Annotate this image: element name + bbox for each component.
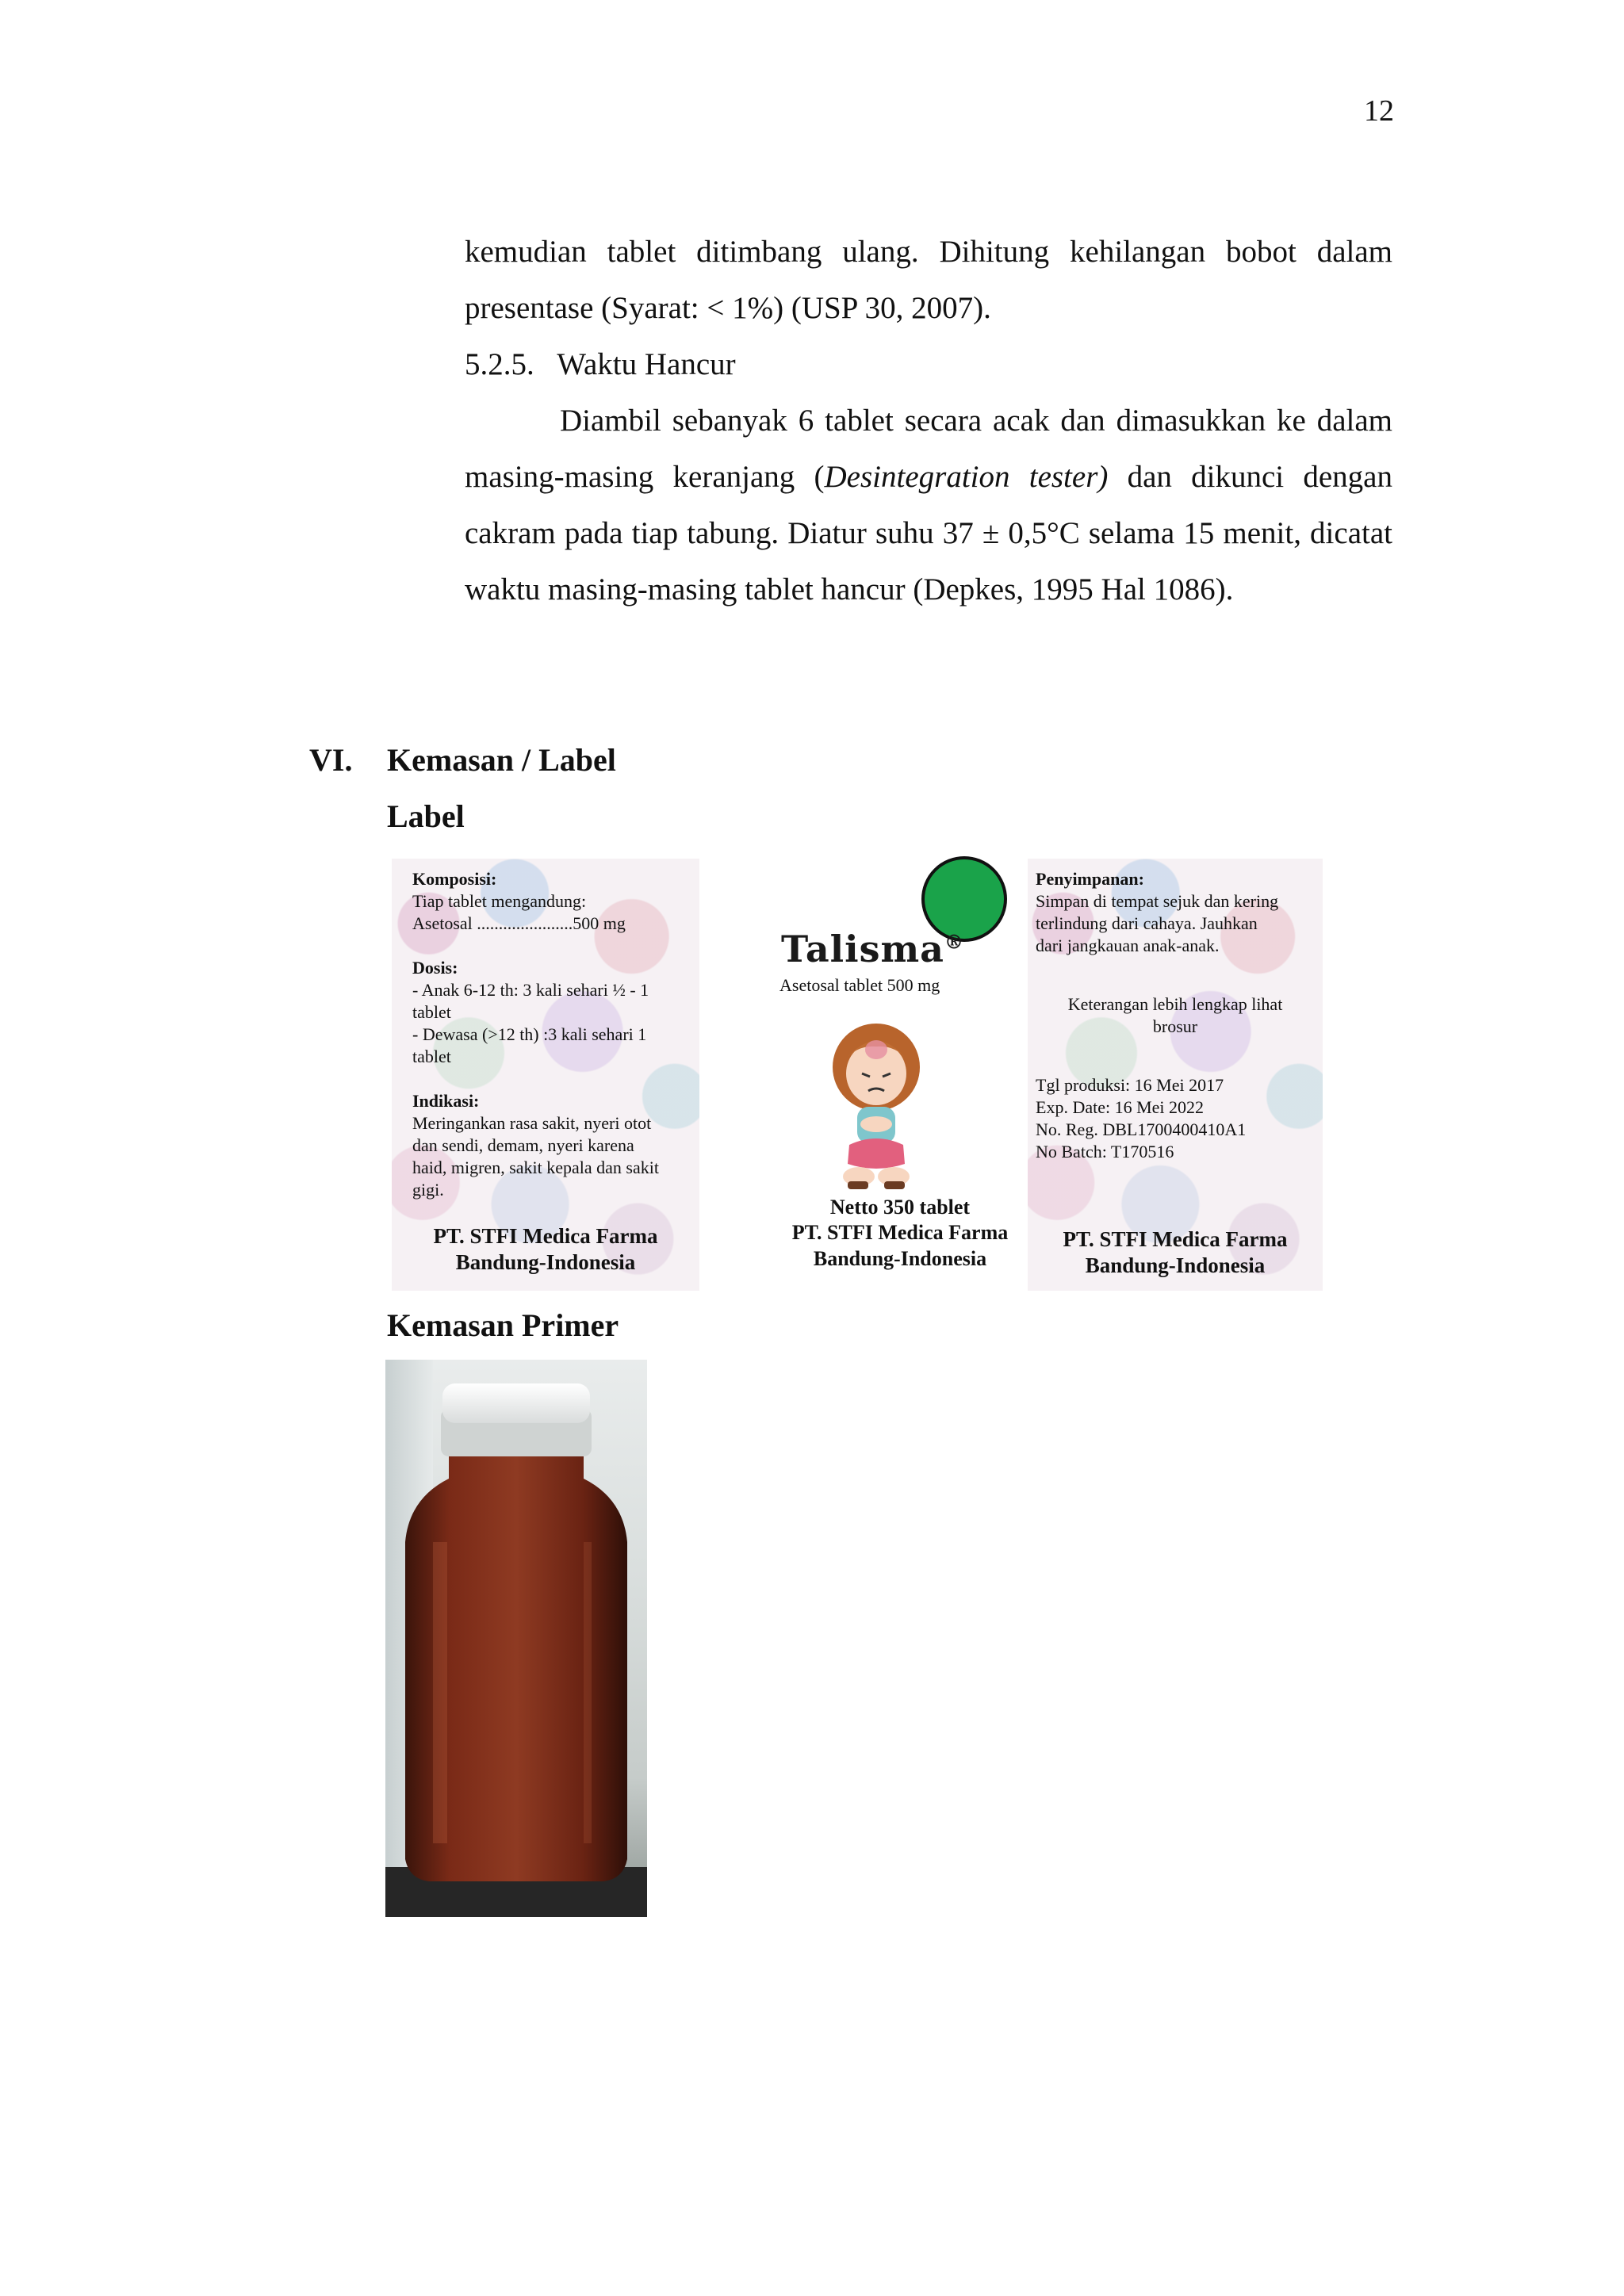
label-right-panel [1028, 859, 1323, 1291]
indikasi-line: haid, migren, sakit kepala dan sakit [412, 1158, 659, 1177]
dosis-line: - Dewasa (>12 th) :3 kali sehari 1 [412, 1024, 647, 1044]
section-number: VI. [309, 742, 353, 778]
paragraph-waktu-hancur: Diambil sebanyak 6 tablet secara acak dan dimasukkan ke dalam masing-masing keranjang (Desintegration tester) dan dikunci dengan cakram pada tiap tabung. Diatur suhu 37 ± 0,5°C selama 15 menit, dicatat waktu masing-masing tablet hancur (Depkes, 1995 Hal 1086). [465, 404, 1392, 607]
komposisi-line: Tiap tablet mengandung: [412, 891, 587, 911]
netto: Netto 350 tablet [829, 1196, 971, 1219]
dosis-line: tablet [412, 1047, 451, 1066]
page-number: 12 [1364, 94, 1394, 128]
label-center-panel [753, 855, 1047, 1299]
indikasi-line: Meringankan rasa sakit, nyeri otot [412, 1113, 652, 1133]
penyimpanan-title: Penyimpanan: [1036, 869, 1144, 889]
indikasi-title: Indikasi: [412, 1091, 480, 1111]
tgl-produksi: Tgl produksi: 16 Mei 2017 [1036, 1075, 1224, 1095]
komposisi-title: Komposisi: [412, 869, 497, 889]
komposisi-line: Asetosal ......................500 mg [412, 913, 626, 933]
dosis-title: Dosis: [412, 958, 458, 978]
dosis-line: - Anak 6-12 th: 3 kali sehari ½ - 1 [412, 980, 649, 1000]
exp-date: Exp. Date: 16 Mei 2022 [1036, 1097, 1205, 1117]
girl-illustration [821, 1021, 932, 1192]
section-title: Kemasan / Label [387, 742, 616, 778]
dosis-line: tablet [412, 1002, 451, 1022]
bottle-photo [385, 1360, 647, 1917]
brand-name: Talisma® [781, 928, 964, 970]
label-left-panel [392, 859, 699, 1291]
bottle-illustration [385, 1360, 647, 1917]
no-batch: No Batch: T170516 [1036, 1142, 1174, 1161]
company-name: PT. STFI Medica Farma Bandung-Indonesia [433, 1224, 658, 1274]
primer-heading: Kemasan Primer [387, 1307, 619, 1343]
penyimpanan-line: Simpan di tempat sejuk dan kering [1036, 891, 1279, 911]
brand-subtitle: Asetosal tablet 500 mg [779, 975, 940, 995]
subsection-title: 5.2.5. Waktu Hancur [465, 347, 736, 381]
no-reg: No. Reg. DBL1700400410A1 [1036, 1119, 1247, 1139]
keterangan: Keterangan lebih lengkap lihat brosur [1067, 994, 1283, 1036]
company-name: PT. STFI Medica Farma Bandung-Indonesia [791, 1221, 1009, 1270]
label-heading: Label [387, 798, 465, 834]
indikasi-line: gigi. [412, 1180, 444, 1200]
indikasi-line: dan sendi, demam, nyeri karena [412, 1135, 634, 1155]
text-line: kemudian tablet ditimbang ulang. Dihitung kehilangan bobot dalam [465, 235, 1392, 269]
company-name: PT. STFI Medica Farma Bandung-Indonesia [1063, 1227, 1288, 1277]
penyimpanan-line: dari jangkauan anak-anak. [1036, 936, 1220, 955]
text-line: presentase (Syarat: < 1%) (USP 30, 2007). [465, 291, 991, 325]
paragraph-continuation [465, 224, 1392, 618]
penyimpanan-line: terlindung dari cahaya. Jauhkan [1036, 913, 1258, 933]
